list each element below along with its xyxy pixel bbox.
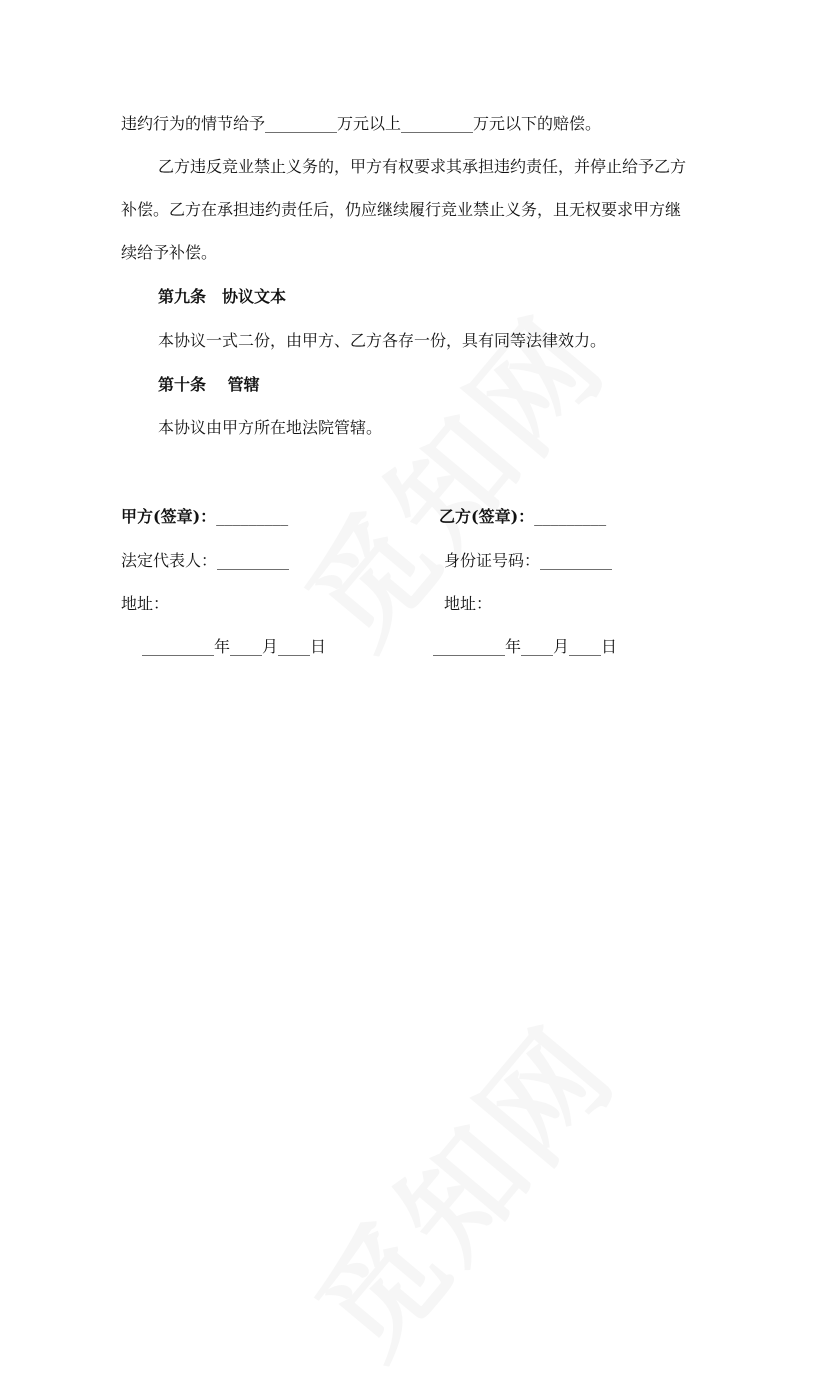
party-b-label: 乙方(签章)： [439,507,535,526]
article-9-heading: 第九条 协议文本 [158,287,287,306]
party-a-date: _________年____月____日 [142,637,327,656]
party-b-blank: _________ [534,507,607,526]
article-9-text: 本协议一式二份，由甲方、乙方各存一份，具有同等法律效力。 [158,331,607,350]
party-b-date: _________年____月____日 [433,637,618,656]
legal-representative: 法定代表人：_________ [121,551,290,570]
party-a-signature [121,506,288,528]
paragraph-8-continuation: 违约行为的情节给予_________万元以上_________万元以下的赔偿。 [121,114,602,133]
id-number: 身份证号码：_________ [444,551,613,570]
party-a-label: 甲方(签章)： [121,507,217,526]
party-b-signature [439,506,606,528]
paragraph-line: 补偿。乙方在承担违约责任后，仍应继续履行竞业禁止义务，且无权要求甲方继 [121,200,682,219]
paragraph-line: 乙方违反竞业禁止义务的，甲方有权要求其承担违约责任，并停止给予乙方 [158,157,687,176]
party-a-address: 地址： [121,594,170,613]
party-a-blank: _________ [216,507,289,526]
watermark-bottom [272,986,647,1386]
paragraph-line: 续给予补偿。 [121,243,218,262]
article-10-heading: 第十条 管辖 [158,375,260,394]
party-b-address: 地址： [444,594,493,613]
article-10-text: 本协议由甲方所在地法院管辖。 [158,418,383,437]
